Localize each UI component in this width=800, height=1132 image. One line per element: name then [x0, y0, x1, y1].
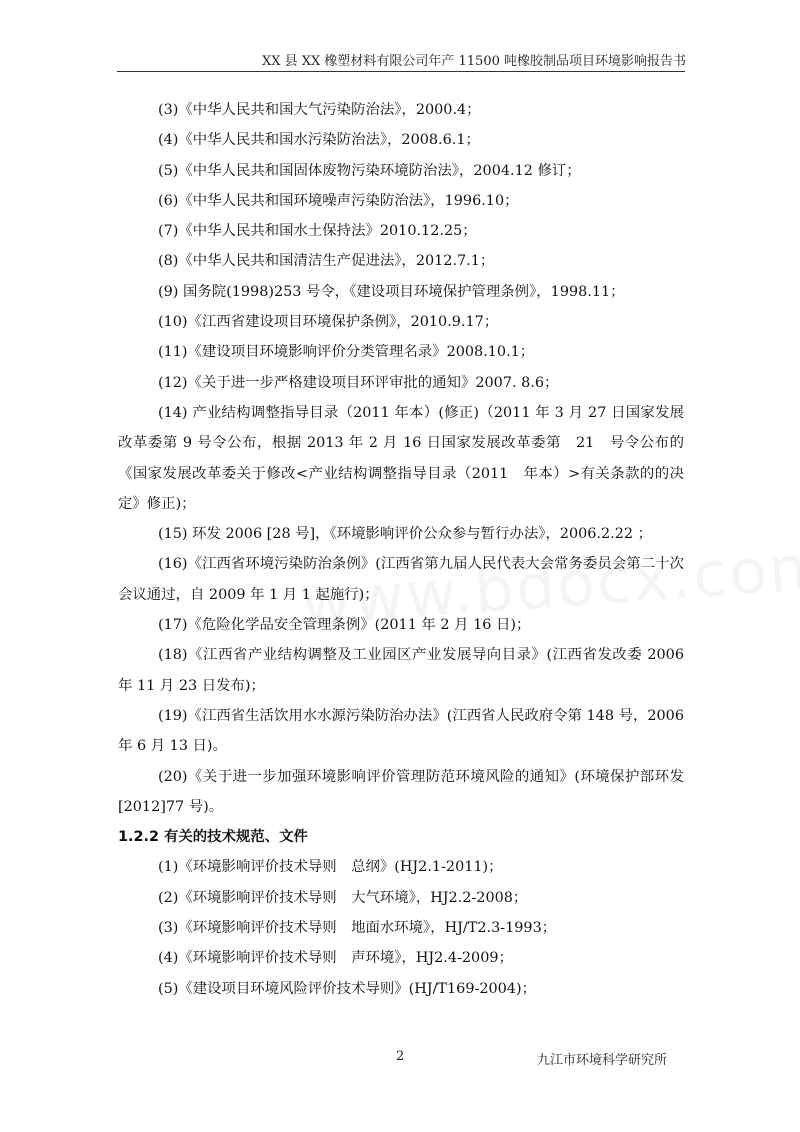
page-number: 2: [396, 1049, 405, 1064]
list-item: (9) 国务院(1998)253 号令，《建设项目环境保护管理条例》，1998.11；: [158, 283, 625, 300]
list-item: (16)《江西省环境污染防治条例》(江西省第九届人民代表大会常务委员会第二十次会议通过，自 2009 年 1 月 1 起施行)；: [118, 556, 684, 603]
list-item: (10)《江西省建设项目环境保护条例》，2010.9.17；: [158, 314, 499, 331]
list-item: (20)《关于进一步加强环境影响评价管理防范环境风险的通知》(环境保护部环发[2012]77 号)。: [118, 768, 684, 815]
list-item: (19)《江西省生活饮用水水源污染防治办法》(江西省人民政府令第 148 号，2006 年 6 月 13 日)。: [118, 707, 684, 755]
list-item: (6)《中华人民共和国环境噪声污染防治法》，1996.10；: [158, 192, 519, 209]
list-item: (8)《中华人民共和国清洁生产促进法》，2012.7.1；: [158, 253, 495, 270]
list-item: (15) 环发 2006 [28 号]，《环境影响评价公众参与暂行办法》，2006.2.22 ；: [158, 526, 653, 543]
list-item: (2)《环境影响评价技术导则 大气环境》，HJ2.2-2008；: [158, 889, 528, 906]
list-item: (7)《中华人民共和国水土保持法》2010.12.25；: [158, 223, 477, 240]
list-item: (3)《环境影响评价技术导则 地面水环境》，HJ/T2.3-1993；: [158, 920, 557, 937]
document-body: [118, 95, 684, 1004]
list-item: (3)《中华人民共和国大气污染防治法》，2000.4；: [158, 102, 481, 118]
page-header-title: XX 县 XX 橡塑材料有限公司年产 11500 吨橡胶制品项目环境影响报告书: [261, 54, 686, 69]
list-item: (5)《建设项目环境风险评价技术导则》(HJ/T169-2004)；: [158, 980, 536, 997]
list-item: (11)《建设项目环境影响评价分类管理名录》2008.10.1；: [158, 344, 535, 361]
list-item: (1)《环境影响评价技术导则 总纲》(HJ2.1-2011)；: [158, 859, 503, 876]
list-item: (4)《环境影响评价技术导则 声环境》，HJ2.4-2009；: [158, 950, 513, 967]
footer-organization: 九江市环境科学研究所: [537, 1053, 668, 1068]
list-item: (4)《中华人民共和国水污染防治法》，2008.6.1；: [158, 132, 480, 149]
list-item: (5)《中华人民共和国固体废物污染环境防治法》，2004.12 修订；: [158, 162, 581, 179]
list-item: (14) 产业结构调整指导目录（2011 年本）(修正)（2011 年 3 月 27 日国家发展改革委第 9 号令公布，根据 2013 年 2 月 16 日国家发展改革委第 21 号令公布的《国家发展改革委关于修改<产业结构调整指导目录（2011 年本）>有关条款的的决定》修正)；: [118, 404, 684, 512]
header-divider: [117, 71, 685, 72]
section-heading: 1.2.2 有关的技术规范、文件: [118, 829, 308, 846]
list-item: (17)《危险化学品安全管理条例》(2011 年 2 月 16 日)；: [158, 617, 531, 634]
list-item: (18)《江西省产业结构调整及工业园区产业发展导向目录》(江西省发改委 2006 年 11 月 23 日发布)；: [118, 647, 684, 694]
list-item: (12)《关于进一步严格建设项目环评审批的通知》2007. 8.6；: [158, 374, 559, 391]
